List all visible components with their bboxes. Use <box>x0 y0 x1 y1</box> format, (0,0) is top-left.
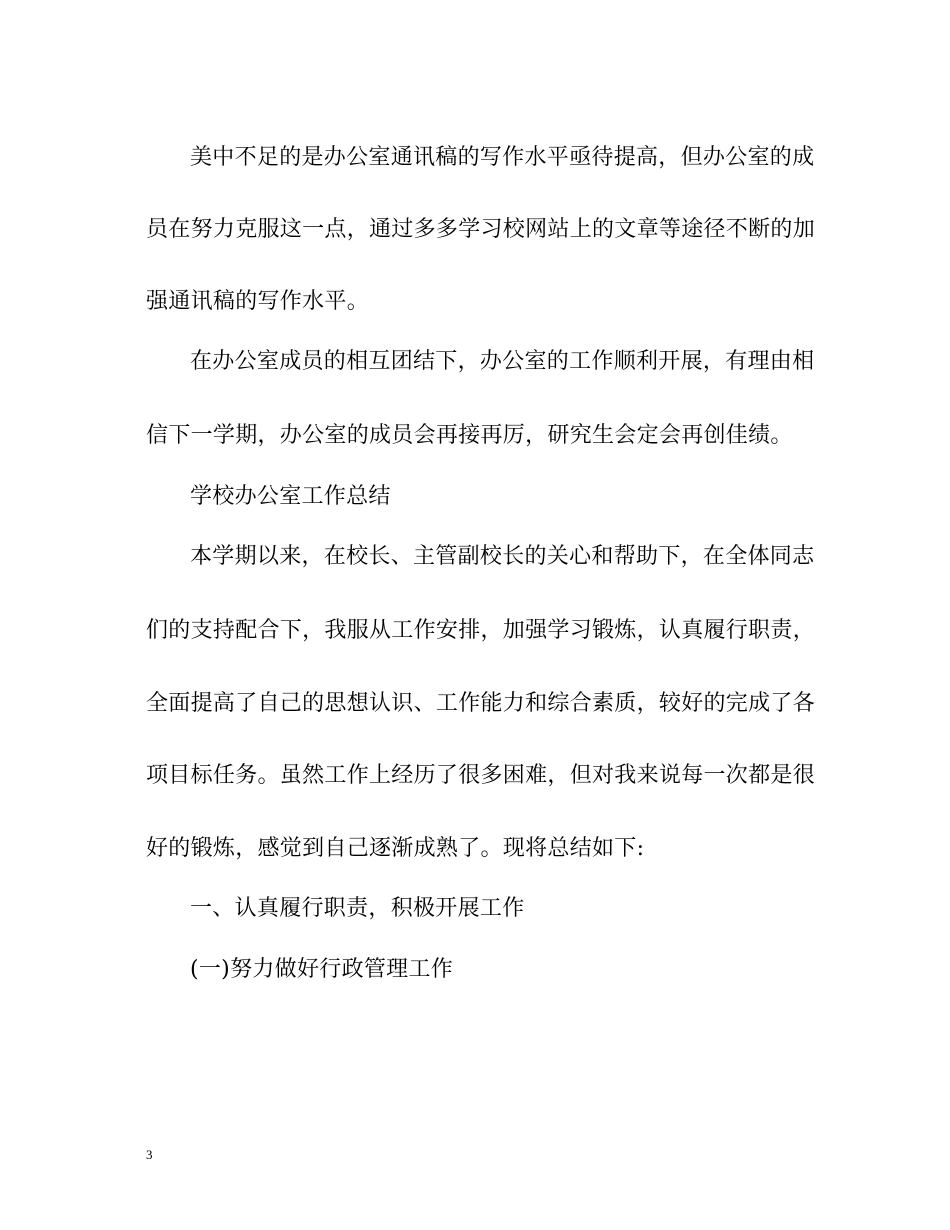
subheading-1: 一、认真履行职责，积极开展工作 <box>190 896 525 921</box>
paragraph-line-5: 信下一学期，办公室的成员会再接再厉，研究生会定会再创佳绩。 <box>146 423 793 448</box>
paragraph-line-11: 好的锻炼，感觉到自己逐渐成熟了。现将总结如下: <box>146 836 645 861</box>
paragraph-line-2: 员在努力克服这一点，通过多多学习校网站上的文章等途径不断的加 <box>146 217 816 242</box>
paragraph-line-3: 强通讯稿的写作水平。 <box>146 289 370 314</box>
paragraph-line-9: 全面提高了自己的思想认识、工作能力和综合素质，较好的完成了各 <box>146 691 816 716</box>
paragraph-line-7: 本学期以来，在校长、主管副校长的关心和帮助下，在全体同志 <box>190 544 815 569</box>
section-heading: 学校办公室工作总结 <box>190 484 391 509</box>
page-number: 3 <box>146 1147 153 1162</box>
paragraph-line-1: 美中不足的是办公室通讯稿的写作水平亟待提高，但办公室的成 <box>190 145 815 170</box>
paragraph-line-4: 在办公室成员的相互团结下，办公室的工作顺利开展，有理由相 <box>190 349 815 374</box>
subheading-2: (一)努力做好行政管理工作 <box>190 957 454 982</box>
paragraph-line-8: 们的支持配合下，我服从工作安排，加强学习锻炼，认真履行职责， <box>146 618 816 643</box>
paragraph-line-10: 项目标任务。虽然工作上经历了很多困难，但对我来说每一次都是很 <box>146 763 816 788</box>
